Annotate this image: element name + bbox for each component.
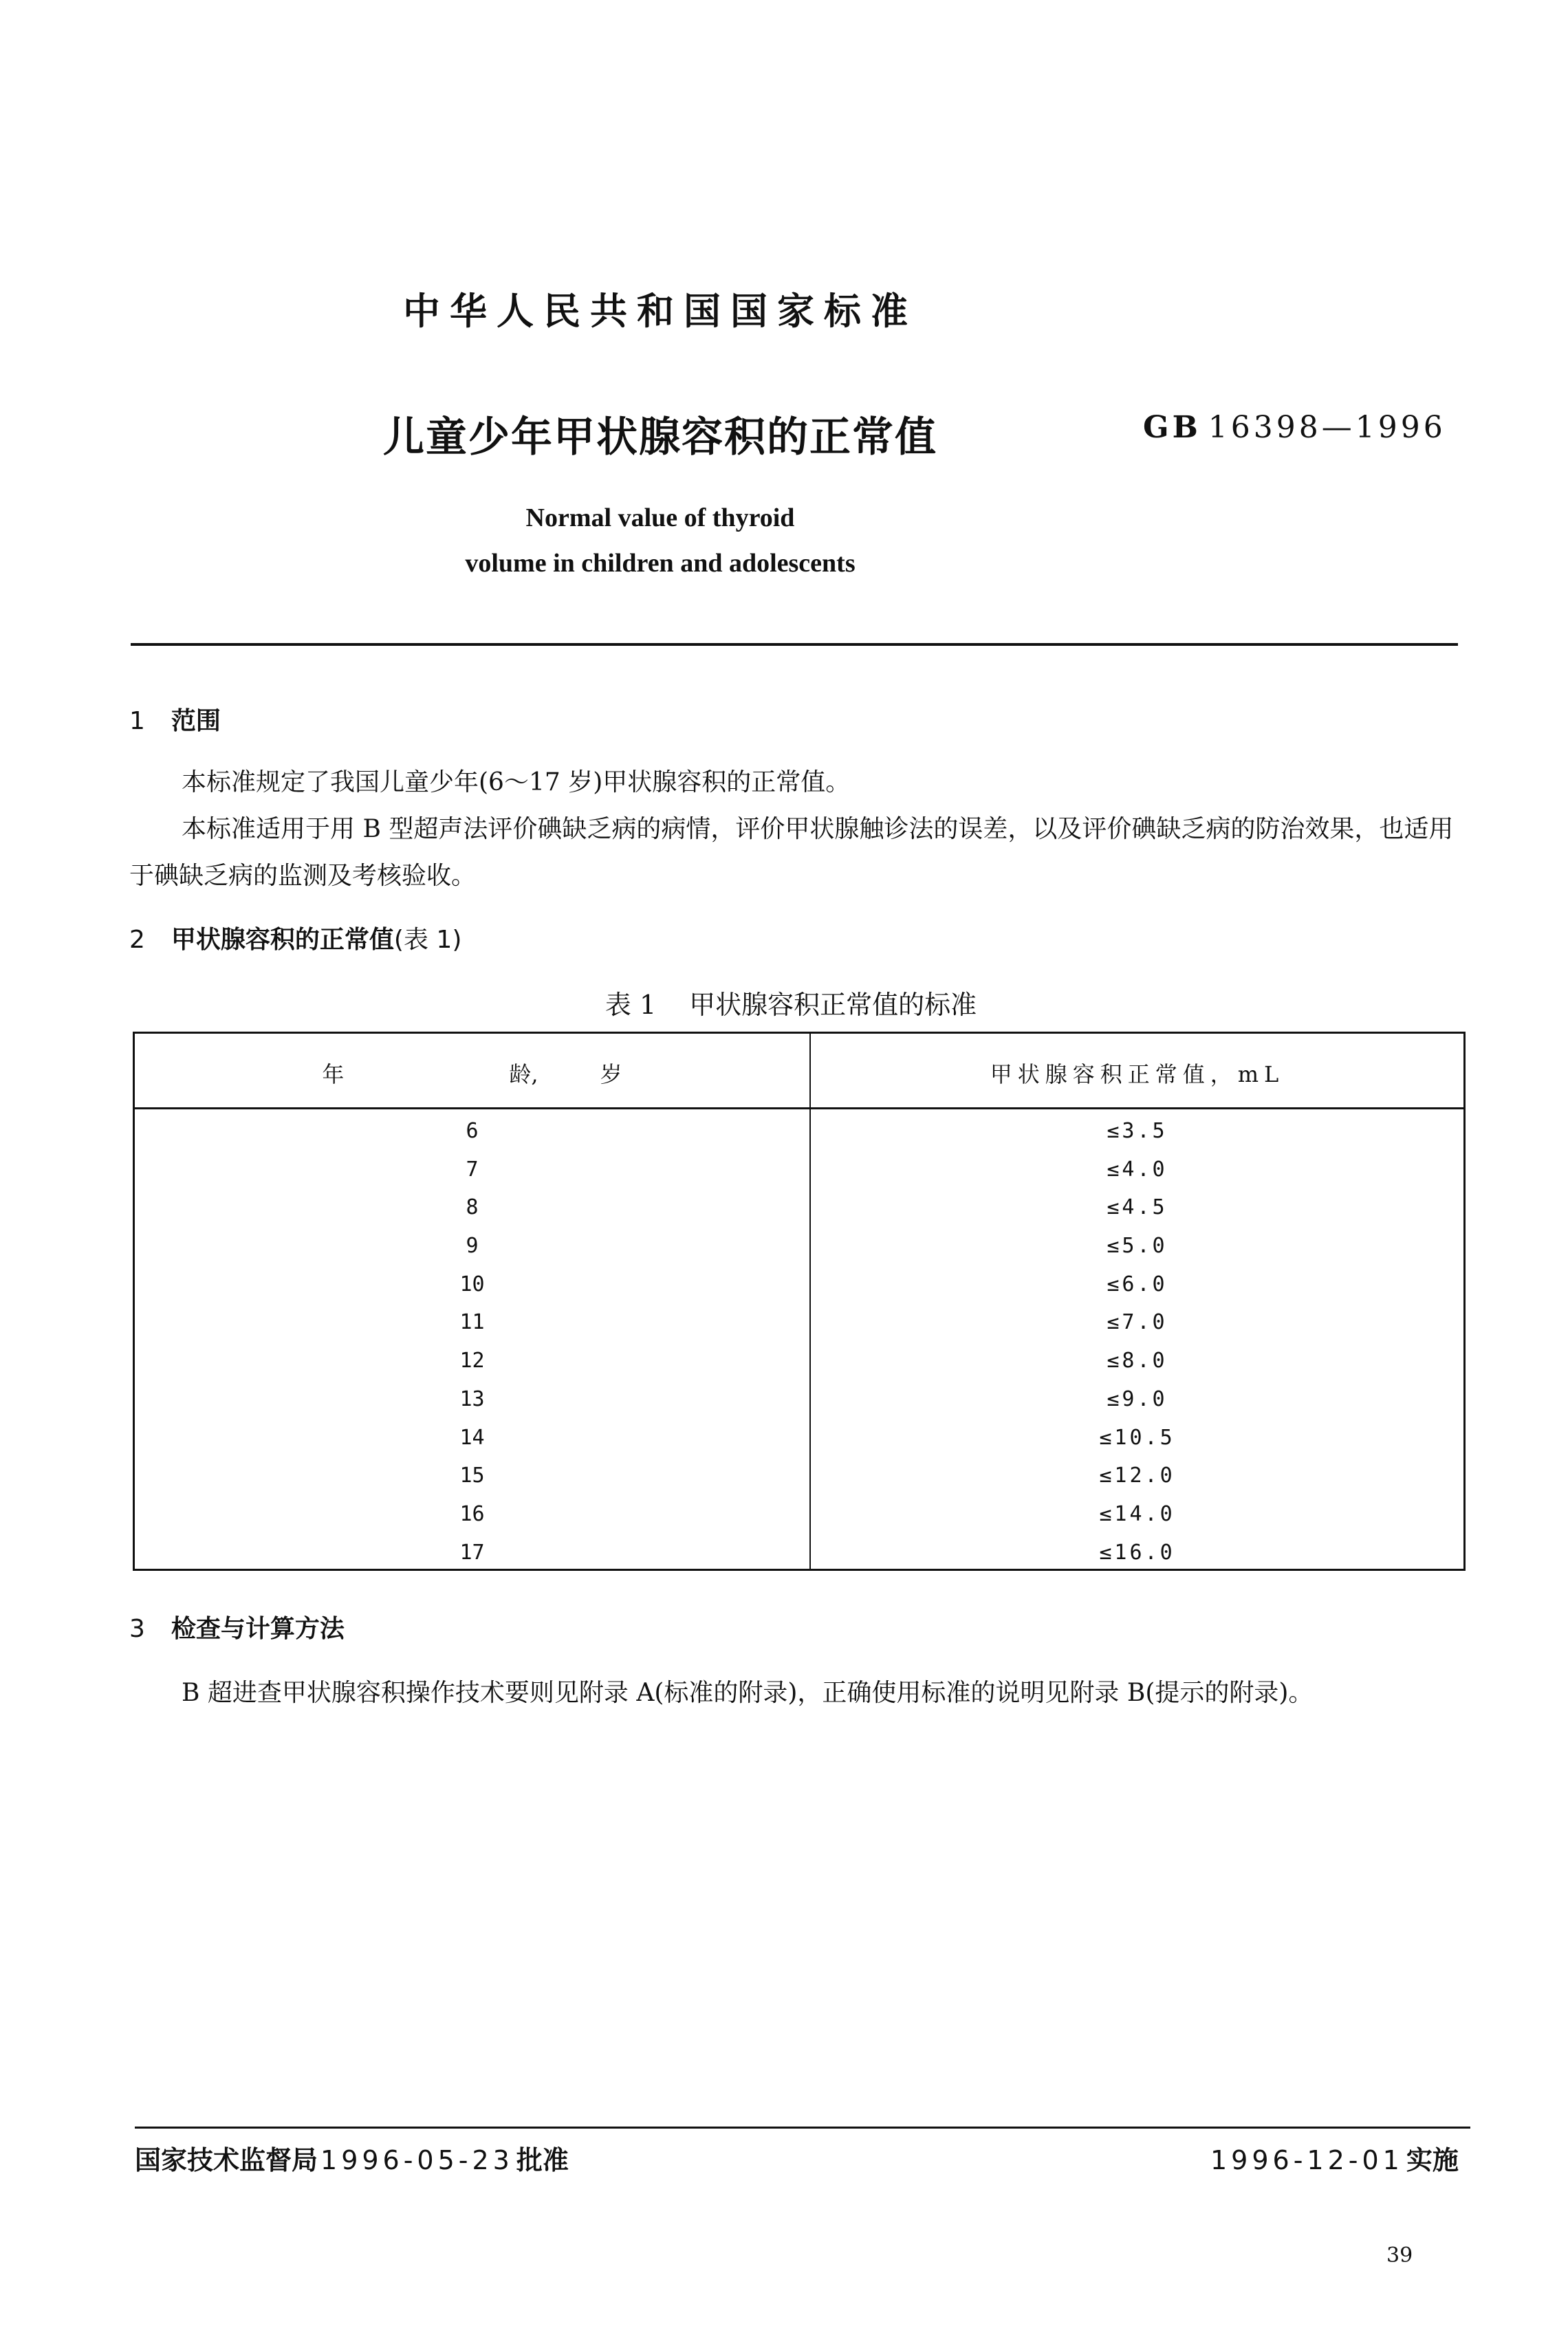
table-row: [135, 1382, 1463, 1420]
table-row: [135, 1458, 1463, 1497]
table-caption-label: 表 1: [605, 990, 657, 1020]
implementation-line: [1210, 2139, 1459, 2177]
cell-age: 17: [459, 1540, 485, 1565]
header-age-part: 岁: [600, 1061, 622, 1087]
cell-age: 6: [466, 1119, 479, 1143]
cell-volume: ≤4.0: [1107, 1157, 1168, 1182]
table-row: [135, 1305, 1463, 1343]
standard-code-prefix: GB: [1143, 410, 1201, 445]
section-1-heading: [129, 702, 221, 737]
standard-code-number: 16398—1996: [1208, 410, 1446, 445]
cell-age: 8: [466, 1195, 479, 1220]
header-age: [135, 1057, 809, 1089]
thyroid-volume-table: [133, 1032, 1466, 1571]
header-volume: 甲状腺容积正常值，mL: [990, 1061, 1285, 1087]
table-row: [135, 1113, 1463, 1152]
section-2-heading: [129, 920, 461, 955]
page-number: 39: [1386, 2243, 1413, 2268]
english-title: [0, 495, 1320, 586]
section-number: 2: [129, 926, 145, 954]
cell-volume: ≤4.5: [1107, 1195, 1168, 1220]
implementation-date: 1996-12-01: [1210, 2145, 1404, 2175]
cell-volume: ≤9.0: [1107, 1387, 1168, 1411]
table-row: [135, 1343, 1463, 1382]
table-row: [135, 1267, 1463, 1305]
cell-volume: ≤10.5: [1099, 1425, 1175, 1450]
table-row: [135, 1152, 1463, 1191]
section-title: 甲状腺容积的正常值: [171, 926, 394, 954]
section-1-paragraph-1: 本标准规定了我国儿童少年(6～17 岁)甲状腺容积的正常值。: [182, 768, 851, 796]
standard-code: [1143, 410, 1446, 445]
table-caption: [0, 983, 1568, 1021]
section-title: 范围: [171, 707, 221, 735]
cell-age: 16: [459, 1501, 485, 1526]
section-3-heading: [129, 1609, 345, 1644]
section-3-paragraph-1: B 超进查甲状腺容积操作技术要则见附录 A(标准的附录)，正确使用标准的说明见附录 B(提示的附录)。: [182, 1679, 1314, 1707]
cell-volume: ≤12.0: [1099, 1464, 1175, 1488]
cell-age: 12: [459, 1349, 485, 1373]
approval-line: [135, 2139, 569, 2177]
cell-volume: ≤3.5: [1107, 1119, 1168, 1143]
footer-divider: [135, 2127, 1470, 2129]
cell-volume: ≤16.0: [1099, 1540, 1175, 1565]
cell-age: 14: [459, 1425, 485, 1450]
section-title-suffix: (表 1): [393, 926, 462, 954]
cell-age: 7: [466, 1157, 479, 1182]
cell-volume: ≤7.0: [1107, 1310, 1168, 1335]
section-number: 1: [129, 707, 145, 735]
table-caption-text: 甲状腺容积正常值的标准: [689, 990, 977, 1020]
english-title-line-2: volume in children and adolescents: [465, 549, 856, 578]
section-1-paragraph-2: 本标准适用于用 B 型超声法评价碘缺乏病的病情，评价甲状腺触诊法的误差，以及评价碘缺乏病的防治效果，也适用于碘缺乏病的监测及考核验收。: [129, 815, 1454, 890]
cell-age: 15: [459, 1464, 485, 1488]
header-divider: [131, 643, 1458, 646]
table-row: [135, 1420, 1463, 1459]
approval-organization: 国家技术监督局: [135, 2145, 318, 2175]
table-row: [135, 1190, 1463, 1228]
header-age-part: 年: [322, 1061, 345, 1087]
section-number: 3: [129, 1615, 145, 1643]
english-title-line-1: Normal value of thyroid: [525, 503, 795, 532]
approval-word: 批准: [516, 2145, 569, 2175]
implementation-word: 实施: [1406, 2145, 1459, 2175]
table-row: [135, 1535, 1463, 1574]
cell-age: 10: [459, 1272, 485, 1296]
document-title: 儿童少年甲状腺容积的正常值: [383, 413, 937, 461]
cell-volume: ≤5.0: [1107, 1234, 1168, 1259]
national-standard-header: 中华人民共和国国家标准: [403, 290, 917, 333]
header-age-part: 龄,: [509, 1061, 538, 1087]
cell-age: 9: [466, 1234, 479, 1259]
cell-age: 13: [459, 1387, 485, 1411]
table-body: [135, 1113, 1463, 1573]
approval-date: 1996-05-23: [320, 2145, 514, 2175]
section-title: 检查与计算方法: [171, 1615, 345, 1643]
cell-volume: ≤8.0: [1107, 1349, 1168, 1373]
table-row: [135, 1228, 1463, 1267]
cell-volume: ≤6.0: [1107, 1272, 1168, 1296]
table-row: [135, 1497, 1463, 1535]
cell-volume: ≤14.0: [1099, 1501, 1175, 1526]
cell-age: 11: [459, 1310, 485, 1335]
